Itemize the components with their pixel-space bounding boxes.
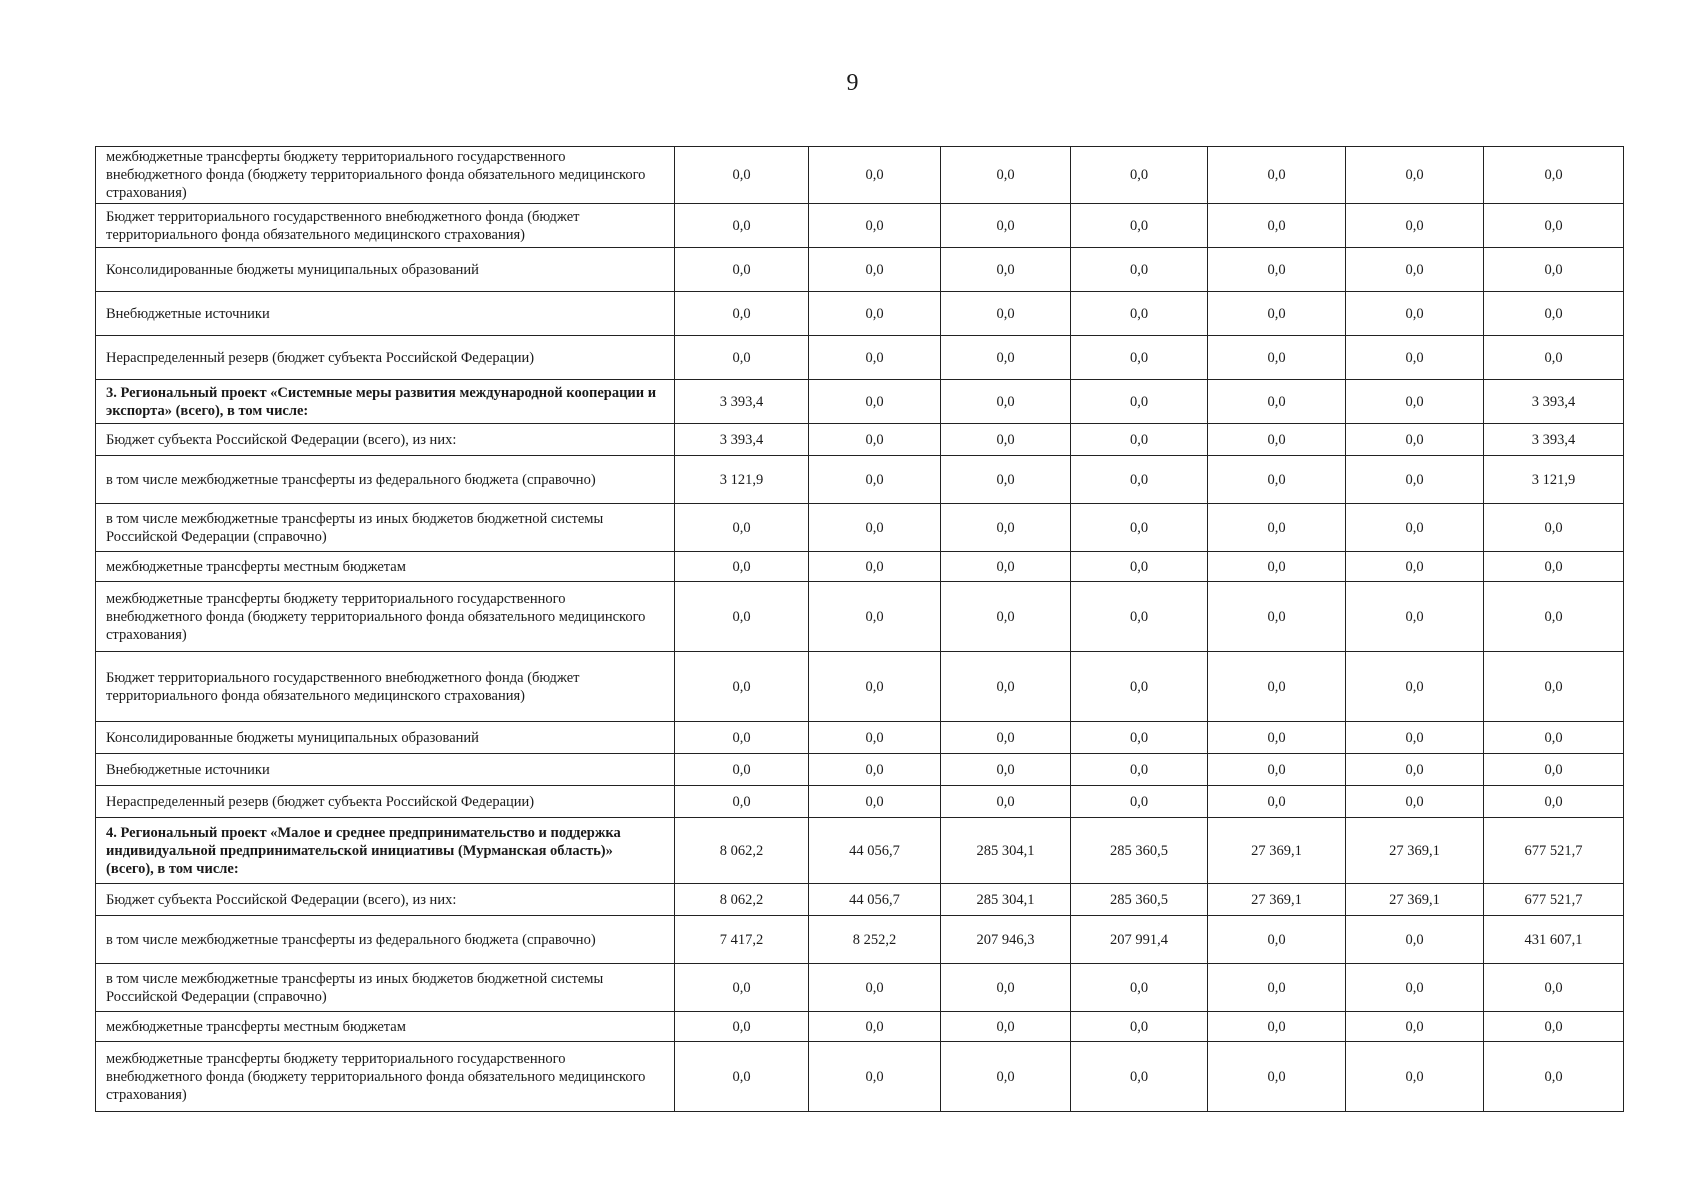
value-cell: 0,0 (809, 248, 941, 292)
row-label-cell: в том числе межбюджетные трансферты из федерального бюджета (справочно) (96, 456, 675, 504)
value-cell: 27 369,1 (1346, 818, 1484, 884)
value-cell: 0,0 (1346, 582, 1484, 652)
table-row (96, 336, 1624, 380)
value-cell: 0,0 (1346, 652, 1484, 722)
page-number: 9 (846, 70, 859, 96)
value-cell: 0,0 (1346, 754, 1484, 786)
value-cell: 7 417,2 (675, 916, 809, 964)
value-cell: 0,0 (1071, 1042, 1208, 1112)
value-cell: 0,0 (1071, 722, 1208, 754)
value-cell: 0,0 (941, 204, 1071, 248)
value-cell: 0,0 (1346, 248, 1484, 292)
value-cell: 0,0 (1071, 248, 1208, 292)
table-row (96, 786, 1624, 818)
value-cell: 0,0 (1484, 786, 1624, 818)
value-cell: 0,0 (1346, 424, 1484, 456)
table-row (96, 380, 1624, 424)
table-row (96, 504, 1624, 552)
value-cell: 0,0 (1208, 916, 1346, 964)
value-cell: 0,0 (1208, 964, 1346, 1012)
value-cell: 0,0 (1346, 786, 1484, 818)
value-cell: 8 062,2 (675, 818, 809, 884)
row-label-cell: Нераспределенный резерв (бюджет субъекта Российской Федерации) (96, 336, 675, 380)
value-cell: 0,0 (1071, 754, 1208, 786)
table-row (96, 147, 1624, 204)
value-cell: 677 521,7 (1484, 818, 1624, 884)
value-cell: 0,0 (675, 292, 809, 336)
value-cell: 0,0 (1071, 292, 1208, 336)
table-row (96, 424, 1624, 456)
value-cell: 44 056,7 (809, 818, 941, 884)
row-label-cell: межбюджетные трансферты бюджету территориального государственного внебюджетного фонда (бюджету территориального фонда обязательного медицинского страхования) (96, 147, 675, 204)
row-label-cell: Бюджет территориального государственного внебюджетного фонда (бюджет территориального фонда обязательного медицинского страхования) (96, 652, 675, 722)
value-cell: 207 946,3 (941, 916, 1071, 964)
value-cell: 3 393,4 (1484, 380, 1624, 424)
value-cell: 0,0 (1346, 380, 1484, 424)
value-cell: 0,0 (1208, 456, 1346, 504)
value-cell: 285 360,5 (1071, 884, 1208, 916)
value-cell: 677 521,7 (1484, 884, 1624, 916)
table-row (96, 818, 1624, 884)
value-cell: 0,0 (675, 1012, 809, 1042)
value-cell: 0,0 (1071, 456, 1208, 504)
value-cell: 27 369,1 (1208, 818, 1346, 884)
value-cell: 3 393,4 (1484, 424, 1624, 456)
value-cell: 0,0 (675, 652, 809, 722)
value-cell: 0,0 (809, 786, 941, 818)
value-cell: 0,0 (1484, 552, 1624, 582)
table-row (96, 456, 1624, 504)
row-label-cell: межбюджетные трансферты бюджету территориального государственного внебюджетного фонда (бюджету территориального фонда обязательного медицинского страхования) (96, 582, 675, 652)
row-label-cell: Бюджет субъекта Российской Федерации (всего), из них: (96, 424, 675, 456)
value-cell: 0,0 (1484, 504, 1624, 552)
value-cell: 0,0 (1071, 380, 1208, 424)
row-label-cell: Консолидированные бюджеты муниципальных образований (96, 722, 675, 754)
value-cell: 8 062,2 (675, 884, 809, 916)
table-row (96, 1042, 1624, 1112)
value-cell: 0,0 (809, 1042, 941, 1112)
value-cell: 285 304,1 (941, 818, 1071, 884)
value-cell: 0,0 (1208, 1012, 1346, 1042)
table-row (96, 1012, 1624, 1042)
value-cell: 0,0 (1071, 204, 1208, 248)
value-cell: 0,0 (1071, 504, 1208, 552)
row-label-cell: Внебюджетные источники (96, 292, 675, 336)
value-cell: 0,0 (941, 424, 1071, 456)
value-cell: 0,0 (675, 964, 809, 1012)
value-cell: 0,0 (1346, 204, 1484, 248)
value-cell: 0,0 (941, 147, 1071, 204)
table-row (96, 964, 1624, 1012)
value-cell: 3 121,9 (1484, 456, 1624, 504)
row-label-cell: межбюджетные трансферты местным бюджетам (96, 552, 675, 582)
value-cell: 0,0 (1484, 754, 1624, 786)
value-cell: 0,0 (1208, 1042, 1346, 1112)
value-cell: 0,0 (675, 248, 809, 292)
value-cell: 0,0 (1346, 722, 1484, 754)
value-cell: 0,0 (1071, 652, 1208, 722)
value-cell: 0,0 (1208, 582, 1346, 652)
table-row (96, 552, 1624, 582)
value-cell: 0,0 (675, 204, 809, 248)
row-label-cell: в том числе межбюджетные трансферты из иных бюджетов бюджетной системы Российской Федерации (справочно) (96, 964, 675, 1012)
value-cell: 0,0 (809, 504, 941, 552)
table-row (96, 884, 1624, 916)
value-cell: 0,0 (941, 722, 1071, 754)
table-row (96, 652, 1624, 722)
row-label-cell: межбюджетные трансферты местным бюджетам (96, 1012, 675, 1042)
value-cell: 0,0 (809, 204, 941, 248)
value-cell: 0,0 (1484, 292, 1624, 336)
value-cell: 0,0 (675, 552, 809, 582)
value-cell: 0,0 (941, 380, 1071, 424)
value-cell: 27 369,1 (1208, 884, 1346, 916)
value-cell: 0,0 (809, 964, 941, 1012)
value-cell: 0,0 (1208, 424, 1346, 456)
budget-table (95, 146, 1624, 1112)
value-cell: 0,0 (941, 1012, 1071, 1042)
value-cell: 0,0 (1346, 916, 1484, 964)
value-cell: 0,0 (941, 552, 1071, 582)
value-cell: 0,0 (1071, 552, 1208, 582)
value-cell: 0,0 (1484, 336, 1624, 380)
value-cell: 0,0 (1484, 147, 1624, 204)
table-row (96, 204, 1624, 248)
value-cell: 0,0 (1071, 582, 1208, 652)
value-cell: 0,0 (809, 722, 941, 754)
value-cell: 0,0 (1071, 147, 1208, 204)
value-cell: 207 991,4 (1071, 916, 1208, 964)
value-cell: 0,0 (809, 1012, 941, 1042)
value-cell: 0,0 (1208, 204, 1346, 248)
value-cell: 285 360,5 (1071, 818, 1208, 884)
section-heading-cell: 4. Региональный проект «Малое и среднее предпринимательство и поддержка индивидуальной предпринимательской инициативы (Мурманская область)» (всего), в том числе: (96, 818, 675, 884)
value-cell: 44 056,7 (809, 884, 941, 916)
value-cell: 0,0 (941, 456, 1071, 504)
value-cell: 0,0 (675, 754, 809, 786)
value-cell: 0,0 (1071, 336, 1208, 380)
table-row (96, 722, 1624, 754)
value-cell: 0,0 (941, 754, 1071, 786)
value-cell: 0,0 (1071, 786, 1208, 818)
value-cell: 0,0 (941, 292, 1071, 336)
value-cell: 0,0 (941, 248, 1071, 292)
value-cell: 27 369,1 (1346, 884, 1484, 916)
value-cell: 0,0 (941, 582, 1071, 652)
table-row (96, 916, 1624, 964)
value-cell: 0,0 (1071, 1012, 1208, 1042)
value-cell: 0,0 (1484, 248, 1624, 292)
value-cell: 0,0 (1208, 722, 1346, 754)
value-cell: 0,0 (1208, 754, 1346, 786)
value-cell: 0,0 (1346, 292, 1484, 336)
value-cell: 0,0 (1484, 652, 1624, 722)
value-cell: 0,0 (1071, 424, 1208, 456)
value-cell: 0,0 (1208, 336, 1346, 380)
value-cell: 0,0 (1208, 380, 1346, 424)
table-row (96, 582, 1624, 652)
value-cell: 0,0 (941, 1042, 1071, 1112)
value-cell: 0,0 (1346, 1042, 1484, 1112)
value-cell: 0,0 (1484, 204, 1624, 248)
value-cell: 0,0 (1346, 552, 1484, 582)
value-cell: 0,0 (1346, 504, 1484, 552)
row-label-cell: Бюджет субъекта Российской Федерации (всего), из них: (96, 884, 675, 916)
value-cell: 0,0 (675, 336, 809, 380)
value-cell: 0,0 (1346, 336, 1484, 380)
value-cell: 0,0 (809, 336, 941, 380)
value-cell: 0,0 (1346, 964, 1484, 1012)
value-cell: 0,0 (675, 147, 809, 204)
value-cell: 0,0 (1208, 652, 1346, 722)
row-label-cell: Бюджет территориального государственного внебюджетного фонда (бюджет территориального фонда обязательного медицинского страхования) (96, 204, 675, 248)
value-cell: 0,0 (1484, 722, 1624, 754)
row-label-cell: межбюджетные трансферты бюджету территориального государственного внебюджетного фонда (бюджету территориального фонда обязательного медицинского страхования) (96, 1042, 675, 1112)
value-cell: 0,0 (675, 582, 809, 652)
value-cell: 0,0 (1484, 582, 1624, 652)
value-cell: 3 393,4 (675, 424, 809, 456)
value-cell: 0,0 (1208, 147, 1346, 204)
row-label-cell: в том числе межбюджетные трансферты из иных бюджетов бюджетной системы Российской Федерации (справочно) (96, 504, 675, 552)
value-cell: 0,0 (1208, 248, 1346, 292)
value-cell: 0,0 (809, 147, 941, 204)
value-cell: 0,0 (1484, 964, 1624, 1012)
value-cell: 0,0 (941, 504, 1071, 552)
value-cell: 0,0 (809, 456, 941, 504)
value-cell: 0,0 (675, 722, 809, 754)
value-cell: 0,0 (809, 652, 941, 722)
value-cell: 0,0 (941, 336, 1071, 380)
value-cell: 0,0 (809, 424, 941, 456)
value-cell: 0,0 (809, 552, 941, 582)
value-cell: 0,0 (941, 652, 1071, 722)
value-cell: 0,0 (1071, 964, 1208, 1012)
value-cell: 0,0 (675, 786, 809, 818)
value-cell: 0,0 (675, 1042, 809, 1112)
value-cell: 8 252,2 (809, 916, 941, 964)
value-cell: 0,0 (1208, 292, 1346, 336)
value-cell: 0,0 (941, 964, 1071, 1012)
value-cell: 0,0 (1346, 147, 1484, 204)
value-cell: 3 121,9 (675, 456, 809, 504)
value-cell: 0,0 (1484, 1042, 1624, 1112)
value-cell: 0,0 (809, 380, 941, 424)
value-cell: 0,0 (941, 786, 1071, 818)
value-cell: 0,0 (675, 504, 809, 552)
value-cell: 0,0 (1208, 786, 1346, 818)
value-cell: 431 607,1 (1484, 916, 1624, 964)
value-cell: 0,0 (809, 754, 941, 786)
row-label-cell: Внебюджетные источники (96, 754, 675, 786)
row-label-cell: Нераспределенный резерв (бюджет субъекта Российской Федерации) (96, 786, 675, 818)
row-label-cell: Консолидированные бюджеты муниципальных образований (96, 248, 675, 292)
value-cell: 0,0 (1346, 1012, 1484, 1042)
value-cell: 0,0 (1208, 504, 1346, 552)
table-row (96, 248, 1624, 292)
value-cell: 3 393,4 (675, 380, 809, 424)
row-label-cell: в том числе межбюджетные трансферты из федерального бюджета (справочно) (96, 916, 675, 964)
value-cell: 0,0 (1484, 1012, 1624, 1042)
table-row (96, 292, 1624, 336)
value-cell: 0,0 (809, 292, 941, 336)
value-cell: 285 304,1 (941, 884, 1071, 916)
table-row (96, 754, 1624, 786)
value-cell: 0,0 (1346, 456, 1484, 504)
value-cell: 0,0 (1208, 552, 1346, 582)
section-heading-cell: 3. Региональный проект «Системные меры развития международной кооперации и экспорта» (всего), в том числе: (96, 380, 675, 424)
value-cell: 0,0 (809, 582, 941, 652)
